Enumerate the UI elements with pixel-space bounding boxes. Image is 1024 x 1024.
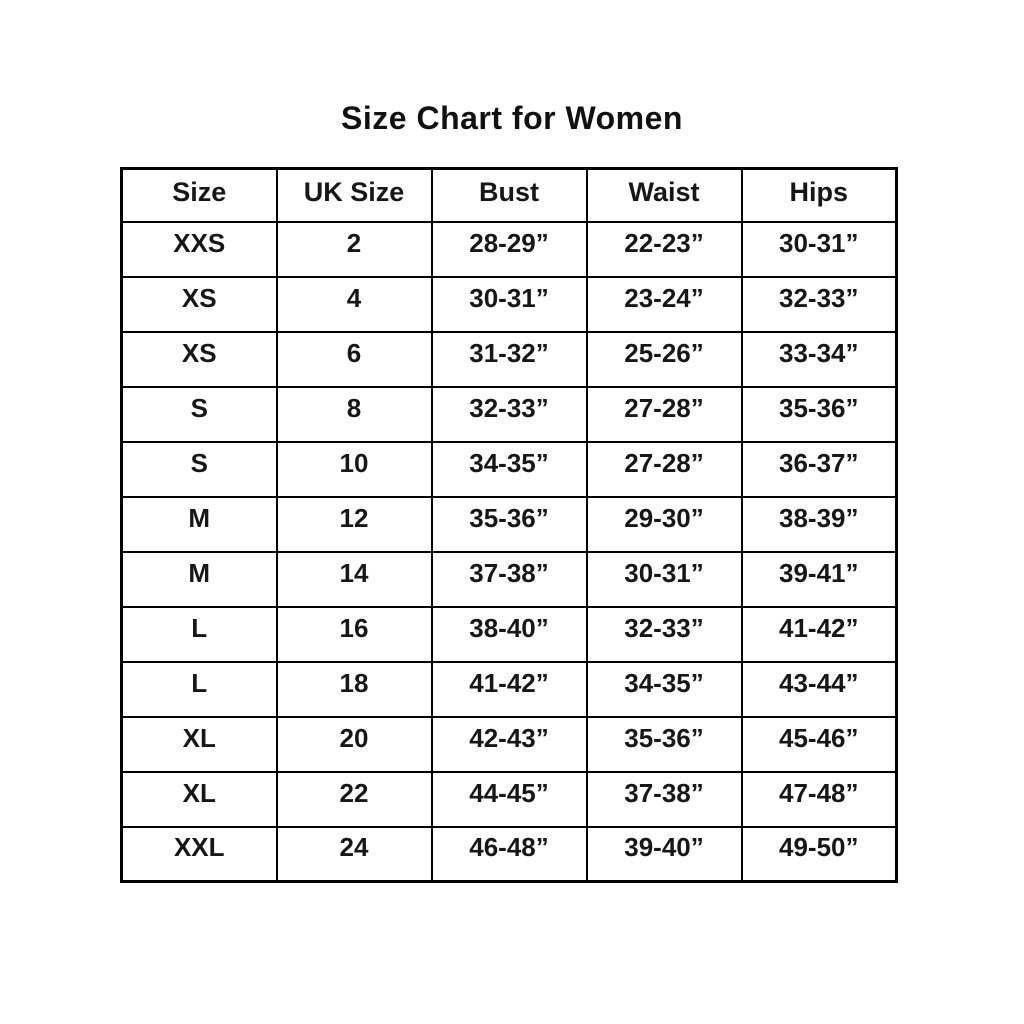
cell-waist: 35-36”	[587, 717, 742, 772]
table-header	[122, 169, 897, 222]
cell-uk-size: 4	[277, 277, 432, 332]
cell-waist: 27-28”	[587, 387, 742, 442]
table-row	[122, 497, 897, 552]
cell-size: XS	[122, 277, 277, 332]
cell-uk-size: 20	[277, 717, 432, 772]
cell-uk-size: 10	[277, 442, 432, 497]
table-row	[122, 717, 897, 772]
column-header-size: Size	[122, 169, 277, 222]
cell-hips: 35-36”	[742, 387, 897, 442]
cell-uk-size: 22	[277, 772, 432, 827]
cell-bust: 42-43”	[432, 717, 587, 772]
cell-bust: 31-32”	[432, 332, 587, 387]
cell-size: S	[122, 442, 277, 497]
cell-waist: 23-24”	[587, 277, 742, 332]
cell-uk-size: 12	[277, 497, 432, 552]
cell-uk-size: 2	[277, 222, 432, 277]
cell-bust: 28-29”	[432, 222, 587, 277]
cell-size: L	[122, 662, 277, 717]
table-body	[122, 222, 897, 882]
cell-bust: 41-42”	[432, 662, 587, 717]
cell-uk-size: 24	[277, 827, 432, 882]
cell-bust: 46-48”	[432, 827, 587, 882]
cell-size: M	[122, 497, 277, 552]
cell-uk-size: 6	[277, 332, 432, 387]
table-row	[122, 607, 897, 662]
cell-hips: 38-39”	[742, 497, 897, 552]
cell-uk-size: 8	[277, 387, 432, 442]
cell-bust: 34-35”	[432, 442, 587, 497]
cell-hips: 45-46”	[742, 717, 897, 772]
table-row	[122, 442, 897, 497]
cell-hips: 30-31”	[742, 222, 897, 277]
cell-bust: 44-45”	[432, 772, 587, 827]
cell-hips: 32-33”	[742, 277, 897, 332]
table-row	[122, 222, 897, 277]
table-row	[122, 332, 897, 387]
cell-waist: 25-26”	[587, 332, 742, 387]
cell-hips: 39-41”	[742, 552, 897, 607]
cell-size: M	[122, 552, 277, 607]
cell-size: S	[122, 387, 277, 442]
cell-waist: 37-38”	[587, 772, 742, 827]
cell-waist: 30-31”	[587, 552, 742, 607]
cell-size: XXS	[122, 222, 277, 277]
table-row	[122, 552, 897, 607]
cell-waist: 34-35”	[587, 662, 742, 717]
cell-hips: 43-44”	[742, 662, 897, 717]
column-header-waist: Waist	[587, 169, 742, 222]
table-row	[122, 387, 897, 442]
table-row	[122, 277, 897, 332]
cell-size: XXL	[122, 827, 277, 882]
page-title: Size Chart for Women	[341, 100, 683, 136]
cell-waist: 27-28”	[587, 442, 742, 497]
cell-hips: 47-48”	[742, 772, 897, 827]
cell-bust: 38-40”	[432, 607, 587, 662]
cell-hips: 41-42”	[742, 607, 897, 662]
column-header-bust: Bust	[432, 169, 587, 222]
cell-uk-size: 14	[277, 552, 432, 607]
cell-size: XL	[122, 717, 277, 772]
header-row	[122, 169, 897, 222]
cell-bust: 30-31”	[432, 277, 587, 332]
cell-waist: 32-33”	[587, 607, 742, 662]
size-chart-table	[120, 167, 898, 883]
table-row	[122, 662, 897, 717]
cell-bust: 35-36”	[432, 497, 587, 552]
cell-hips: 49-50”	[742, 827, 897, 882]
cell-size: XL	[122, 772, 277, 827]
cell-waist: 22-23”	[587, 222, 742, 277]
table-row	[122, 827, 897, 882]
cell-waist: 29-30”	[587, 497, 742, 552]
cell-bust: 32-33”	[432, 387, 587, 442]
cell-bust: 37-38”	[432, 552, 587, 607]
cell-hips: 36-37”	[742, 442, 897, 497]
cell-size: XS	[122, 332, 277, 387]
cell-size: L	[122, 607, 277, 662]
cell-hips: 33-34”	[742, 332, 897, 387]
column-header-hips: Hips	[742, 169, 897, 222]
table-row	[122, 772, 897, 827]
cell-uk-size: 18	[277, 662, 432, 717]
column-header-uk-size: UK Size	[277, 169, 432, 222]
cell-uk-size: 16	[277, 607, 432, 662]
cell-waist: 39-40”	[587, 827, 742, 882]
